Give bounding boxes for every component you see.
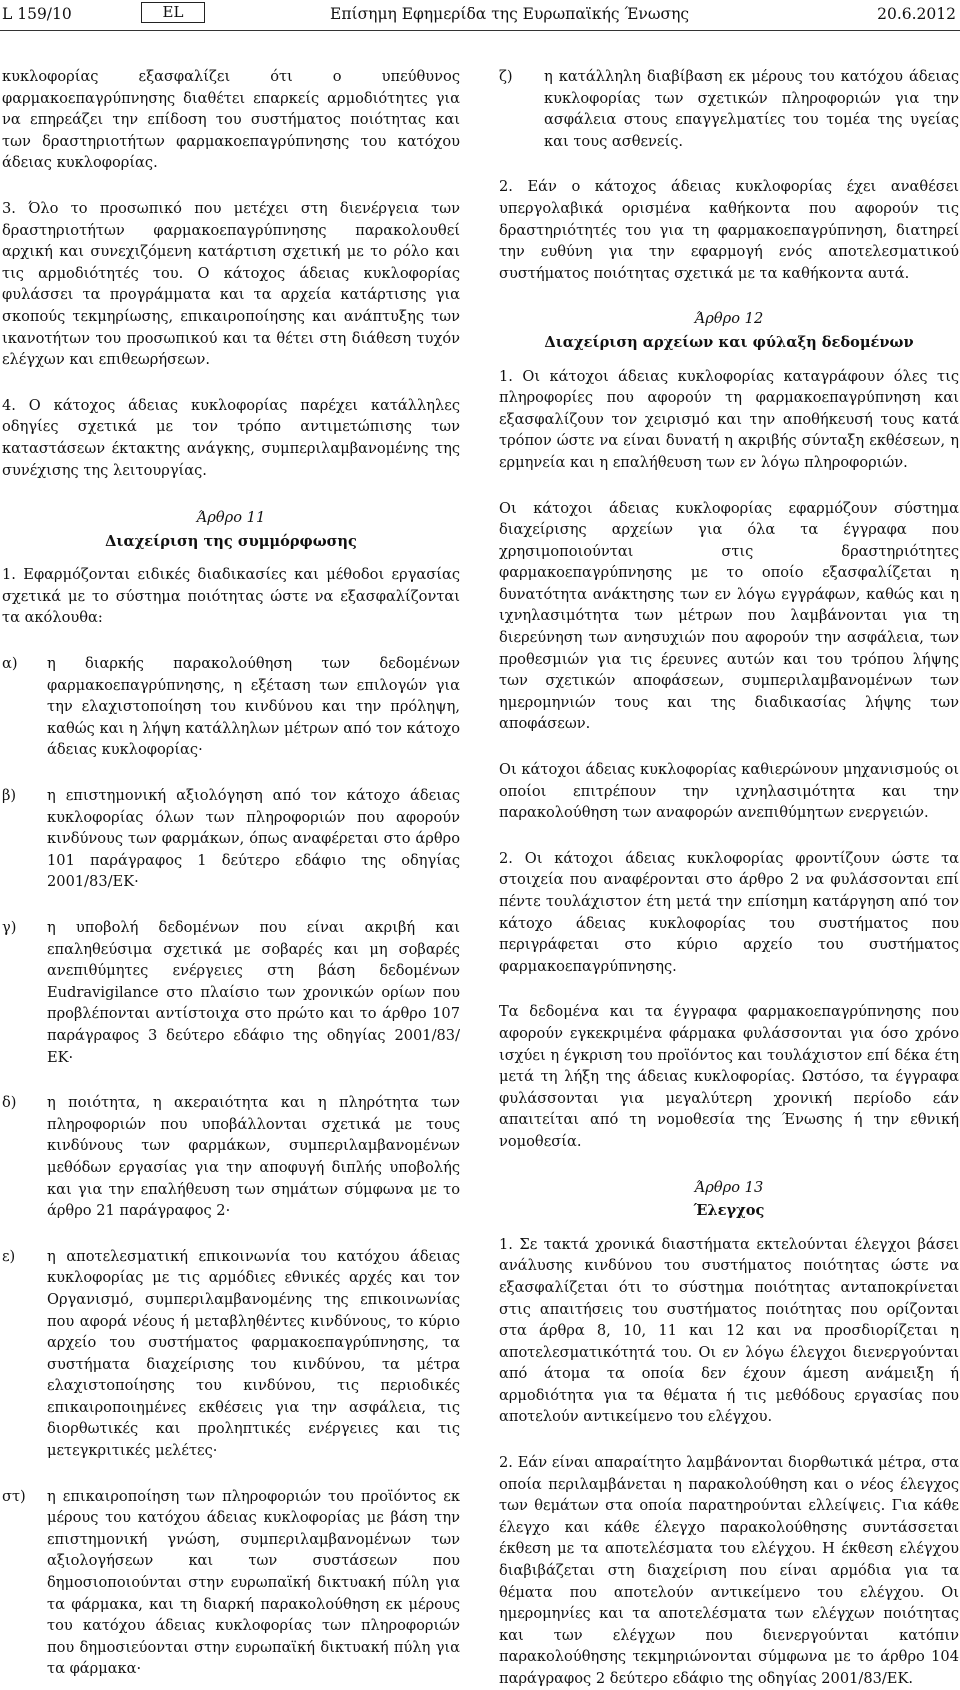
article-12-heading: Διαχείριση αρχείων και φύλαξη δεδομένων [544, 333, 914, 351]
article-12-paragraph-1c: Οι κάτοχοι άδειας κυκλοφορίας καθιερώνουν μηχανισμούς οι οποίοι επιτρέπουν την ιχνηλασιμότητα και την παρακολούθηση των αναφορών ανεπιθύμητων ενεργειών. [499, 761, 959, 822]
list-item-marker: α) [2, 655, 18, 673]
paragraph-3: 3. Όλο το προσωπικό που μετέχει στη διενέργεια των δραστηριοτήτων φαρμακοεπαγρύπνησης παρακολουθεί αρχική και συνεχιζόμενη κατάρτιση σχετική με το ρόλο και τις αρμοδιότητές του. Ο κάτοχος άδειας κυκλοφορίας φυλάσσει τα προγράμματα και τα αρχεία κατάρτισης για σκοπούς τεκμηρίωσης, επικαιροποίησης και ανάπτυξης των ικανοτήτων του προσωπικού και τα θέτει στη διάθεση τυχόν ελέγχων και επιθεωρήσεων. [2, 199, 460, 369]
journal-title: Επίσημη Εφημερίδα της Ευρωπαϊκής Ένωσης [330, 5, 690, 23]
list-item-text: η επιστημονική αξιολόγηση από τον κάτοχο άδειας κυκλοφορίας όλων των πληροφοριών που αφορούν κινδύνους των φαρμάκων, όπως αναφέρεται στο άρθρο 101 παράγραφος 1 δεύτερο εδάφιο της οδηγίας 2001/83/ΕΚ· [47, 787, 460, 891]
list-item-text: η επικαιροποίηση των πληροφοριών του προϊόντος εκ μέρους του κατόχου άδειας κυκλοφορίας με βάση την επιστημονική γνώση, συμπεριλαμβανομένων των αξιολογήσεων και των συστάσεων που δημοσιοποιούνται στην ευρωπαϊκή δικτυακή πύλη για τα φάρμακα, και τη διαρκή παρακολούθηση εκ μέρους του κατόχου άδειας κυκλοφορίας των πληροφοριών που δημοσιεύονται στην ευρωπαϊκή δικτυακή πύλη για τα φάρμακα· [47, 1487, 460, 1678]
list-item [2, 653, 460, 761]
article-13-paragraph-2: 2. Εάν είναι απαραίτητο λαμβάνονται διορθωτικά μέτρα, στα οποία περιλαμβάνεται η παρακολούθηση και ο νέος έλεγχος των θεμάτων στα οποία παρατηρούνται ελλείψεις. Για κάθε έλεγχο και κάθε έλεγχο παρακολούθησης συντάσσεται έκθεση με τα αποτελέσματα του ελέγχου. Η έκθεση ελέγχου διαβιβάζεται στη διαχείριση που είναι αρμόδια για τα θέματα που αποτελούν αντικείμενο του ελέγχου. Οι ημερομηνίες και τα αποτελέσματα των ελέγχων ποιότητας και των ελέγχων που διενεργούνται κατόπιν παρακολούθησης τεκμηριώνονται σύμφωνα με το άρθρο 104 παράγραφος 2 δεύτερο εδάφιο της οδηγίας 2001/83/ΕΚ. [499, 1454, 959, 1687]
article-12-paragraph-2b: Τα δεδομένα και τα έγγραφα φαρμακοεπαγρύπνησης που αφορούν εγκεκριμένα φάρμακα φυλάσσονται για όσο χρόνο ισχύει η έγκριση του προϊόντος και τουλάχιστον επί δέκα έτη μετά τη λήξη της άδειας κυκλοφορίας. Ωστόσο, τα έγγραφα φυλάσσονται για μεγαλύτερη χρονική περίοδο εάν απαιτείται από τη νομοθεσία της Ένωσης ή την εθνική νομοθεσία. [499, 1003, 959, 1150]
article-11-title: Άρθρο 11 [196, 509, 266, 527]
list-item-text: η αποτελεσματική επικοινωνία του κατόχου άδειας κυκλοφορίας με τις αρμόδιες εθνικές αρχές και τον Οργανισμό, συμπεριλαμβανομένης της επικοινωνίας που αφορά νέους ή μεταβληθέντες κινδύνους, το κύριο αρχείο του συστήματος φαρμακοεπαγρύπνησης, τα συστήματα διαχείρισης του κινδύνου, τα μέτρα ελαχιστοποίησης του κινδύνου, τις περιοδικές επικαιροποιημένες εκθέσεις για την ασφάλεια, τις διορθωτικές και προληπτικές ενέργειες και τις μετεγκριτικές μελέτες· [47, 1247, 460, 1460]
article-12-paragraph-1b: Οι κάτοχοι άδειας κυκλοφορίας εφαρμόζουν σύστημα διαχείρισης αρχείων για όλα τα έγγραφα που χρησιμοποιούνται στις δραστηριότητες φαρμακοεπαγρύπνησης με το οποίο εξασφαλίζεται η δυνατότητα ανάκτησης των εν λόγω εγγράφων, καθώς και η ιχνηλασιμότητα των μέτρων που λαμβάνονται για τη διερεύνηση των ανησυχιών που αφορούν την ασφάλεια, των προθεσμιών για τις έρευνες αυτών και του τρόπου λήψης των σχετικών αποφάσεων, συμπεριλαμβανομένων των ημερομηνιών τους και της διαδικασίας λήψης των αποφάσεων. [499, 499, 959, 733]
article-12-paragraph-2: 2. Οι κάτοχοι άδειας κυκλοφορίας φροντίζουν ώστε τα στοιχεία που αναφέρονται στο άρθρο 2 να φυλάσσονται επί πέντε τουλάχιστον έτη μετά την επίσημη κατάργηση από τον κάτοχο άδειας κυκλοφορίας του συστήματος που περιγράφεται στο κύριο αρχείο του συστήματος φαρμακοεπαγρύπνησης. [499, 849, 959, 975]
article-13-paragraph-1: 1. Σε τακτά χρονικά διαστήματα εκτελούνται έλεγχοι βάσει ανάλυσης κινδύνου του συστήματος ποιότητας ώστε να εξασφαλίζεται ότι το σύστημα ποιότητας ανταποκρίνεται στις απαιτήσεις του συστήματος ποιότητας που ορίζονται στα άρθρα 8, 10, 11 και 12 και να προσδιορίζεται η αποτελεσματικότητά του. Οι εν λόγω έλεγχοι διενεργούνται από άτομα τα οποία δεν έχουν άμεση ανάμειξη ή αρμοδιότητα για τα θέματα ή τις μεθόδους εργασίας που αποτελούν αντικείμενο του ελέγχου. [499, 1235, 959, 1426]
list-item [2, 1246, 460, 1462]
list-item-marker: ε) [2, 1247, 16, 1265]
list-item-marker: γ) [2, 919, 17, 936]
list-item-marker: στ) [2, 1487, 26, 1505]
left-column [2, 66, 460, 1680]
list-item [2, 1486, 460, 1680]
list-item [2, 785, 460, 893]
publication-date: 20.6.2012 [877, 5, 956, 23]
list-item-text: η κατάλληλη διαβίβαση εκ μέρους του κατόχου άδειας κυκλοφορίας των σχετικών πληροφοριών για την ασφάλεια στους επαγγελματίες του τομέα της υγείας και τους ασθενείς. [544, 68, 959, 150]
article-12-paragraph-1: 1. Οι κάτοχοι άδειας κυκλοφορίας καταγράφουν όλες τις πληροφορίες που αφορούν τη φαρμακοεπαγρύπνηση και εξασφαλίζουν τον χειρισμό και την αποθήκευσή τους κατά τρόπον ώστε να είναι δυνατή η ακριβής σύνταξη εκθέσεων, η ερμηνεία και η επαλήθευση των εν λόγω πληροφοριών. [499, 367, 959, 471]
list-item-marker: δ) [2, 1094, 17, 1112]
list-item-marker: ζ) [499, 68, 513, 85]
article-13-heading: Έλεγχος [693, 1202, 765, 1220]
list-item [499, 66, 959, 152]
list-item-text: η διαρκής παρακολούθηση των δεδομένων φαρμακοεπαγρύπνησης, η εξέταση των επιλογών για την ελαχιστοποίηση του κινδύνου και την πρόληψη, καθώς και η λήψη κατάλληλων μέτρων από τον κάτοχο άδειας κυκλοφορίας· [47, 655, 460, 759]
list-item [2, 917, 460, 1068]
paragraph-4: 4. Ο κάτοχος άδειας κυκλοφορίας παρέχει κατάλληλες οδηγίες σχετικά με τον τρόπο αντιμετώπισης των καταστάσεων έκτακτης ανάγκης, συμπεριλαμβανομένης της συνέχισης της λειτουργίας. [2, 396, 460, 479]
list-item-text: η υποβολή δεδομένων που είναι ακριβή και επαληθεύσιμα σχετικά με σοβαρές και μη σοβαρές ανεπιθύμητες ενέργειες στη βάση δεδομένων Eudravigilance στο πλαίσιο των χρονικών ορίων που προβλέπονται αντίστοιχα στο πρώτο και το άρθρο 107 παράγραφος 3 δεύτερο εδάφιο της οδηγίας 2001/83/ΕΚ· [47, 919, 460, 1066]
article-13-title: Άρθρο 13 [694, 1178, 764, 1196]
header-rule [0, 30, 960, 31]
page-header [0, 0, 960, 34]
language-badge: EL [141, 2, 205, 23]
article-11-paragraph-1: 1. Εφαρμόζονται ειδικές διαδικασίες και μέθοδοι εργασίας σχετικά με το σύστημα ποιότητας ώστε να εξασφαλίζονται τα ακόλουθα: [2, 566, 460, 627]
article-11-heading: Διαχείριση της συμμόρφωσης [105, 532, 357, 550]
list-item [2, 1092, 460, 1222]
paragraph-intro: κυκλοφορίας εξασφαλίζει ότι ο υπεύθυνος φαρμακοεπαγρύπνησης διαθέτει επαρκείς αρμοδιότητες για να επηρεάζει την επίδοση του συστήματος ποιότητας και των δραστηριοτήτων φαρμακοεπαγρύπνησης του κατόχου άδειας κυκλοφορίας. [2, 68, 460, 172]
paragraph-2: 2. Εάν ο κάτοχος άδειας κυκλοφορίας έχει αναθέσει υπεργολαβικά ορισμένα καθήκοντα που αφορούν τις δραστηριότητές του για τη φαρμακοεπαγρύπνηση, διατηρεί την ευθύνη για την εφαρμογή ενός αποτελεσματικού συστήματος ποιότητας σχετικά με τα καθήκοντα αυτά. [499, 178, 959, 282]
article-12-title: Άρθρο 12 [694, 310, 764, 328]
right-column [499, 66, 959, 1690]
page-number: L 159/10 [2, 5, 72, 23]
list-item-marker: β) [2, 787, 17, 805]
list-item-text: η ποιότητα, η ακεραιότητα και η πληρότητα των πληροφοριών που υποβάλλονται σχετικά με τους κινδύνους των φαρμάκων, συμπεριλαμβανομένων μεθόδων εργασίας για την αποφυγή διπλής υποβολής και για την επαλήθευση των σημάτων σύμφωνα με το άρθρο 21 παράγραφος 2· [47, 1094, 460, 1220]
